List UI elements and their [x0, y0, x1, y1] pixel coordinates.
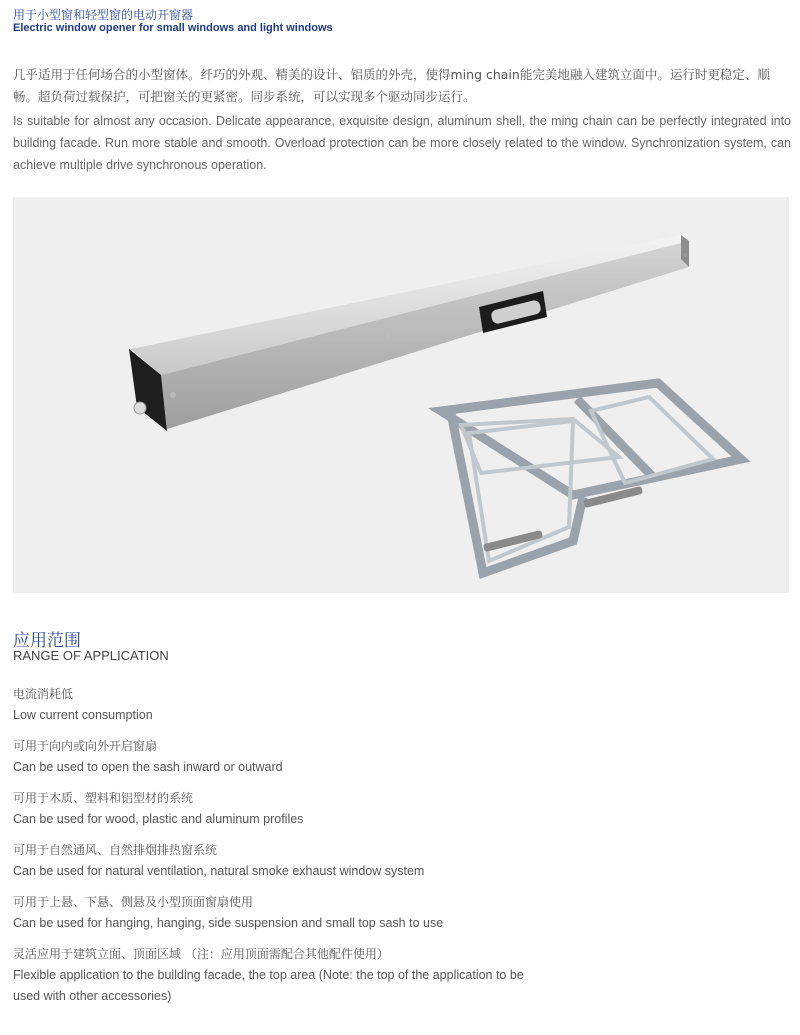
page-title-zh: 用于小型窗和轻型窗的电动开窗器 [13, 8, 194, 22]
list-item [13, 944, 533, 1007]
intro-text-zh: 几乎适用于任何场合的小型窗体。纤巧的外观、精美的设计、铝质的外壳，使得ming chain能完美地融入建筑立面中。运行时更稳定、顺畅。超负荷过载保护，可把窗关的更紧密。同步系统，可以实现多个驱动同步运行。 [13, 67, 770, 104]
feature-en: Flexible application to the building facade, the top area (Note: the top of the application to be used with other accessories) [13, 968, 524, 1003]
list-item [13, 788, 533, 830]
product-image [13, 197, 789, 593]
feature-list [13, 684, 533, 1017]
feature-en: Can be used for wood, plastic and aluminum profiles [13, 812, 304, 826]
list-item [13, 840, 533, 882]
feature-zh: 可用于上悬、下悬、侧悬及小型顶面窗扇使用 [13, 895, 254, 909]
feature-en: Can be used for hanging, hanging, side suspension and small top sash to use [13, 916, 444, 930]
window-opener-illustration [13, 197, 789, 593]
feature-en: Can be used to open the sash inward or outward [13, 760, 283, 774]
list-item [13, 736, 533, 778]
section-title-en: RANGE OF APPLICATION [13, 648, 169, 663]
intro-text-en: Is suitable for almost any occasion. Delicate appearance, exquisite design, aluminum shell, the ming chain can be perfectly integrated into building facade. Run more stable and smooth. Overload protection can be more closely related to the window. Synchronization system, can achieve multiple drive synchronous operation. [13, 114, 791, 172]
list-item [13, 684, 533, 726]
page-title-en: Electric window opener for small windows and light windows [13, 22, 333, 34]
feature-zh: 电流消耗低 [13, 687, 74, 701]
feature-zh: 可用于向内或向外开启窗扇 [13, 739, 158, 753]
feature-zh: 可用于木质、塑料和铝型材的系统 [13, 791, 194, 805]
list-item [13, 892, 533, 934]
feature-zh: 灵活应用于建筑立面、顶面区域 （注：应用顶面需配合其他配件使用） [13, 947, 389, 961]
feature-zh: 可用于自然通风、自然排烟排热窗系统 [13, 843, 218, 857]
feature-en: Can be used for natural ventilation, natural smoke exhaust window system [13, 864, 425, 878]
feature-en: Low current consumption [13, 708, 153, 722]
section-title-zh: 应用范围 [13, 631, 81, 651]
